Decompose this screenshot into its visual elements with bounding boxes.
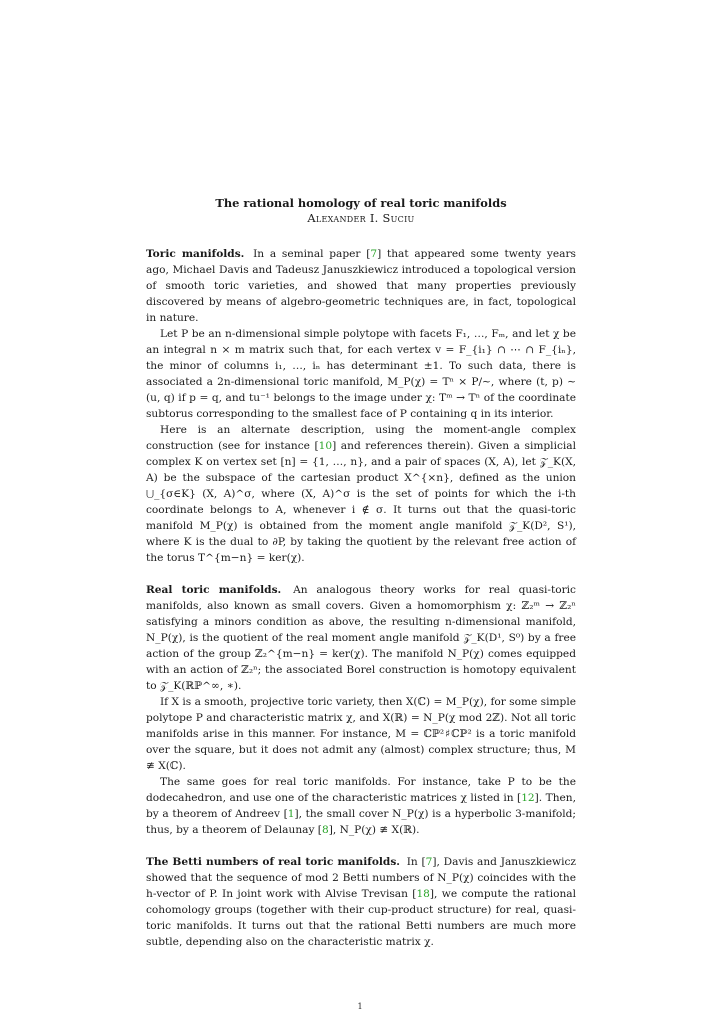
paragraph: Toric manifolds. In a seminal paper [7] that appeared some twenty years ago, Michael Davis and Tadeusz Januszkiewicz introduced a topological version of smooth toric varieties, and showed that many properties previously discovered by means of algebro-geometric techniques are, in fact, topological in nature. bbox=[146, 248, 576, 324]
section-heading: Real toric manifolds. bbox=[146, 584, 282, 596]
section-heading: Toric manifolds. bbox=[146, 248, 245, 260]
section-real-toric-manifolds bbox=[146, 582, 576, 838]
citation-link[interactable]: 18 bbox=[416, 888, 430, 900]
citation-link[interactable]: 7 bbox=[370, 248, 378, 260]
section-toric-manifolds bbox=[146, 246, 576, 566]
paragraph: Let P be an n-dimensional simple polytope with facets F₁, …, Fₘ, and let χ be an integral n × m matrix such that, for each vertex v = F_{i₁} ∩ ⋯ ∩ F_{iₙ}, the minor of columns i₁, …, iₙ has determinant ±1. To such data, there is associated a 2n-dimensional toric manifold, M_P(χ) = Tⁿ × P/∼, where (t, p) ∼ (u, q) if p = q, and tu⁻¹ belongs to the image under χ: Tᵐ → Tⁿ of the coordinate subtorus corresponding to the smallest face of P containing q in its interior. bbox=[146, 328, 576, 420]
citation-link[interactable]: 1 bbox=[287, 808, 295, 820]
paragraph: If X is a smooth, projective toric variety, then X(ℂ) = M_P(χ), for some simple polytope P and characteristic matrix χ, and X(ℝ) = N_P(χ mod 2ℤ). Not all toric manifolds arise in this manner. For instance, M = ℂℙ²♯ℂℙ² is a toric manifold over the square, but it does not admit any (almost) complex structure; thus, M ≇ X(ℂ). bbox=[146, 696, 576, 772]
citation-link[interactable]: 10 bbox=[318, 440, 333, 452]
paragraph: The same goes for real toric manifolds. For instance, take P to be the dodecahedron, and use one of the characteristic matrices χ listed in [12]. Then, by a theorem of Andreev [1], the small cover N_P(χ) is a hyperbolic 3-manifold; thus, by a theorem of Delaunay [8], N_P(χ) ≇ X(ℝ). bbox=[146, 776, 577, 836]
section-heading: The Betti numbers of real toric manifolds. bbox=[146, 856, 400, 868]
paper-author: Alexander I. Suciu bbox=[307, 211, 415, 225]
citation-link[interactable]: 7 bbox=[425, 856, 433, 868]
paper-page bbox=[146, 196, 576, 966]
paragraph: The Betti numbers of real toric manifolds. In [7], Davis and Januszkiewicz showed that the sequence of mod 2 Betti numbers of N_P(χ) coincides with the h-vector of P. In joint work with Alvise Trevisan [18], we compute the rational cohomology groups (together with their cup-product structure) for real, quasi-toric manifolds. It turns out that the rational Betti numbers are much more subtle, depending also on the characteristic matrix χ. bbox=[146, 856, 576, 948]
page-number: 1 bbox=[357, 1002, 363, 1011]
citation-link[interactable]: 12 bbox=[521, 792, 535, 804]
citation-link[interactable]: 8 bbox=[321, 824, 329, 836]
section-betti-numbers bbox=[146, 854, 576, 950]
paragraph: Real toric manifolds. An analogous theory works for real quasi-toric manifolds, also known as small covers. Given a homomorphism χ: ℤ₂ᵐ → ℤ₂ⁿ satisfying a minors condition as above, the resulting n-dimensional manifold, N_P(χ), is the quotient of the real moment angle manifold 𝒵_K(D¹, S⁰) by a free action of the group ℤ₂^{m−n} = ker(χ). The manifold N_P(χ) comes equipped with an action of ℤ₂ⁿ; the associated Borel construction is homotopy equivalent to 𝒵_K(ℝℙ^∞, ∗). bbox=[146, 584, 576, 692]
paragraph: Here is an alternate description, using the moment-angle complex construction (see for instance [10] and references therein). Given a simplicial complex K on vertex set [n] = {1, …, n}, and a pair of spaces (X, A), let 𝒵_K(X, A) be the subspace of the cartesian product X^{×n}, defined as the union ⋃_{σ∈K} (X, A)^σ, where (X, A)^σ is the set of points for which the i-th coordinate belongs to A, whenever i ∉ σ. It turns out that the quasi-toric manifold M_P(χ) is obtained from the moment angle manifold 𝒵_K(D², S¹), where K is the dual to ∂P, by taking the quotient by the relevant free action of the torus T^{m−n} = ker(χ). bbox=[146, 424, 576, 564]
paper-title: The rational homology of real toric manifolds bbox=[215, 196, 507, 210]
